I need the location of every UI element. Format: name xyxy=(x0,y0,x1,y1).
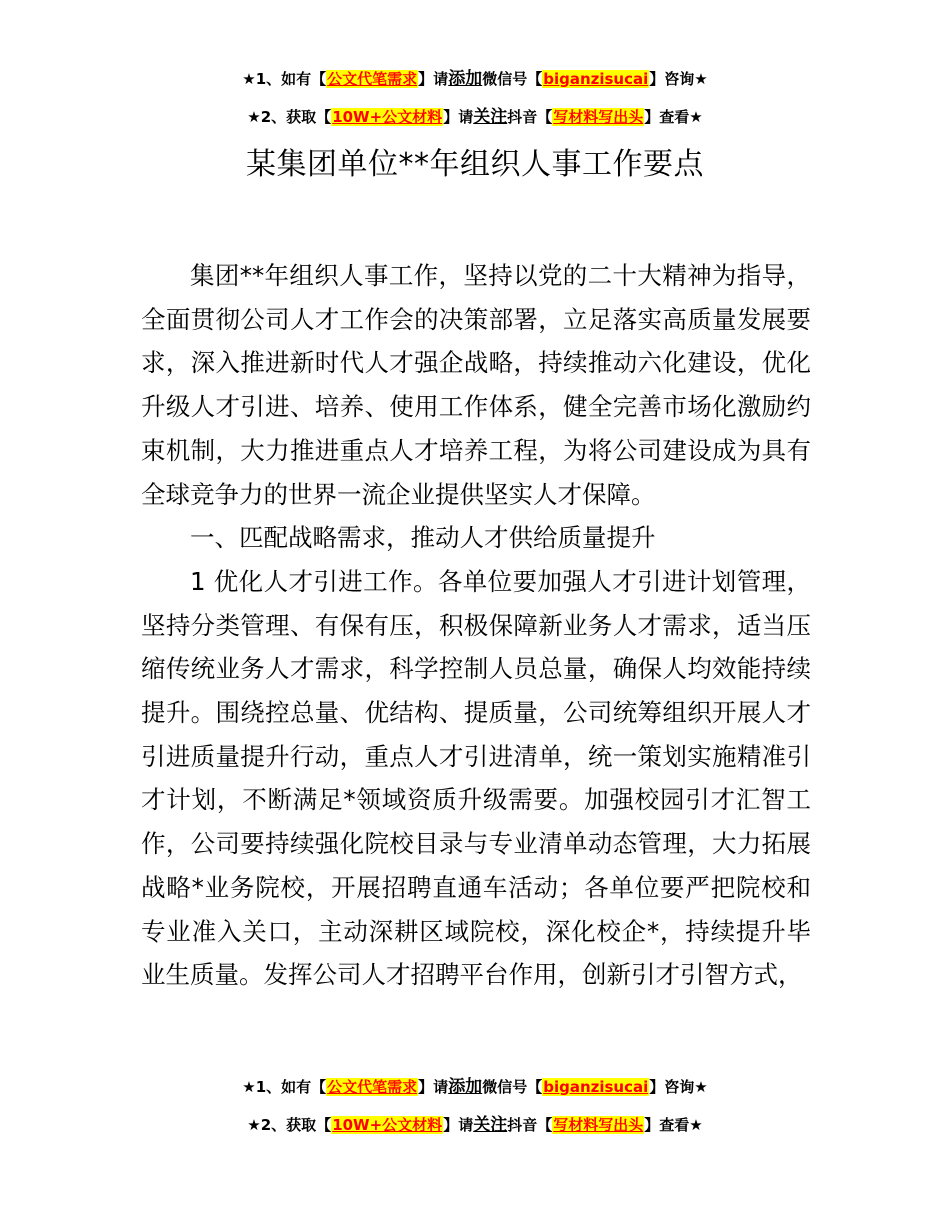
banner-prefix: ★1、如有【 xyxy=(242,1078,327,1096)
banner-highlight-wechat-id: biganzisucai xyxy=(543,70,649,88)
document-title: 某集团单位**年组织人事工作要点 xyxy=(246,147,704,182)
banner-prefix: ★1、如有【 xyxy=(242,70,327,88)
banner-emphasis: 关注 xyxy=(473,107,508,127)
top-banner-line-1 xyxy=(0,68,950,90)
banner-text: 抖音【 xyxy=(507,108,553,126)
banner-text: 】请 xyxy=(418,70,449,88)
banner-suffix: 】查看★ xyxy=(644,1116,703,1134)
banner-text: 】请 xyxy=(418,1078,449,1096)
banner-suffix: 】咨询★ xyxy=(649,70,708,88)
bottom-banner-line-2 xyxy=(0,1114,950,1136)
document-body xyxy=(141,254,811,997)
banner-highlight-service: 公文代笔需求 xyxy=(327,1078,418,1096)
intro-paragraph: 集团**年组织人事工作，坚持以党的二十大精神为指导，全面贯彻公司人才工作会的决策部署，立足落实高质量发展要求，深入推进新时代人才强企战略，持续推动六化建设，优化升级人才引进、培养、使用工作体系，健全完善市场化激励约束机制，大力推进重点人才培养工程，为将公司建设成为具有全球竞争力的世界一流企业提供坚实人才保障。 xyxy=(141,261,811,509)
body-paragraph: 1 优化人才引进工作。各单位要加强人才引进计划管理，坚持分类管理、有保有压，积极保障新业务人才需求，适当压缩传统业务人才需求，科学控制人员总量，确保人均效能持续提升。围绕控总量、优结构、提质量，公司统筹组织开展人才引进质量提升行动，重点人才引进清单，统一策划实施精准引才计划，不断满足*领域资质升级需要。加强校园引才汇智工作，公司要持续强化院校目录与专业清单动态管理，大力拓展战略*业务院校，开展招聘直通车活动；各单位要严把院校和专业准入关口，主动深耕区域院校，深化校企*，持续提升毕业生质量。发挥公司人才招聘平台作用，创新引才引智方式， xyxy=(141,566,811,990)
banner-text: 微信号【 xyxy=(482,1078,543,1096)
banner-highlight-service: 公文代笔需求 xyxy=(327,70,418,88)
banner-highlight-wechat-id: biganzisucai xyxy=(543,1078,649,1096)
banner-suffix: 】查看★ xyxy=(644,108,703,126)
banner-highlight-douyin: 写材料写出头 xyxy=(553,108,644,126)
banner-text: 】请 xyxy=(443,108,474,126)
top-banner-line-2 xyxy=(0,106,950,128)
banner-highlight-douyin: 写材料写出头 xyxy=(553,1116,644,1134)
banner-prefix: ★2、获取【 xyxy=(247,1116,332,1134)
banner-emphasis: 添加 xyxy=(448,1077,483,1097)
banner-text: 】请 xyxy=(443,1116,474,1134)
banner-prefix: ★2、获取【 xyxy=(247,108,332,126)
banner-highlight-materials: 10W+公文材料 xyxy=(332,108,443,126)
banner-highlight-materials: 10W+公文材料 xyxy=(332,1116,443,1134)
banner-emphasis: 添加 xyxy=(448,69,483,89)
section-heading: 一、匹配战略需求，推动人才供给质量提升 xyxy=(190,523,656,553)
bottom-banner-line-1 xyxy=(0,1076,950,1098)
banner-emphasis: 关注 xyxy=(473,1115,508,1135)
banner-text: 抖音【 xyxy=(507,1116,553,1134)
banner-text: 微信号【 xyxy=(482,70,543,88)
banner-suffix: 】咨询★ xyxy=(649,1078,708,1096)
